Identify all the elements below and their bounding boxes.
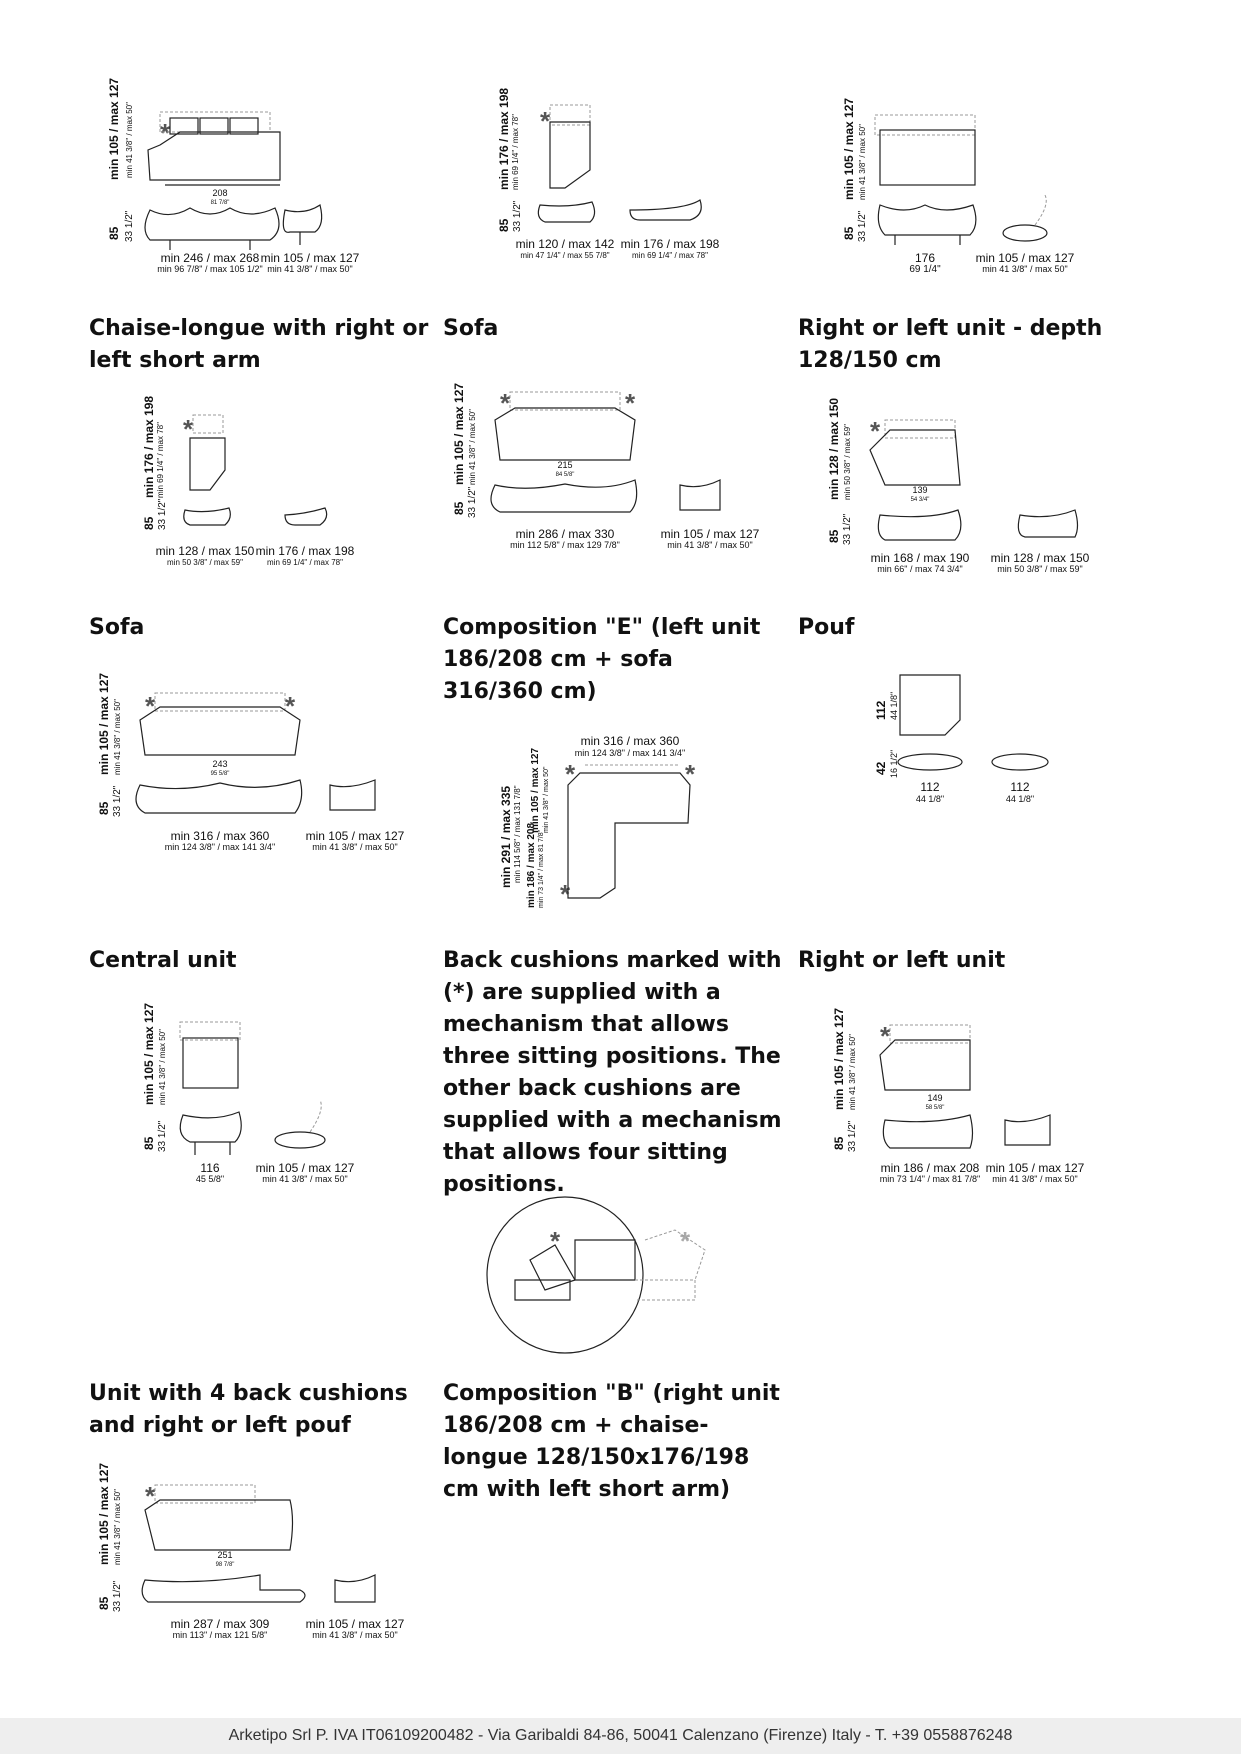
title-right-left-unit: Right or left unit <box>798 948 1006 973</box>
svg-text:min 41 3/8" / max 50": min 41 3/8" / max 50" <box>262 1174 348 1184</box>
svg-text:33 1/2": 33 1/2" <box>847 1120 858 1152</box>
svg-text:85: 85 <box>842 226 856 240</box>
svg-text:*: * <box>560 879 571 909</box>
svg-text:112: 112 <box>1010 780 1030 794</box>
svg-text:*: * <box>145 691 156 721</box>
svg-text:*: * <box>880 1021 891 1051</box>
svg-text:min 124 3/8" / max 141 3/4": min 124 3/8" / max 141 3/4" <box>164 842 276 852</box>
svg-text:33 1/2": 33 1/2" <box>857 210 868 242</box>
svg-text:112: 112 <box>874 700 888 720</box>
svg-text:*: * <box>160 118 171 148</box>
svg-text:85: 85 <box>97 1596 111 1610</box>
svg-text:139: 139 <box>912 485 928 495</box>
svg-text:208: 208 <box>212 188 228 198</box>
svg-text:min 66" / max 74 3/4": min 66" / max 74 3/4" <box>877 564 963 574</box>
svg-text:116: 116 <box>200 1161 220 1175</box>
svg-text:min 287 / max 309: min 287 / max 309 <box>170 1617 270 1631</box>
svg-text:16 1/2": 16 1/2" <box>889 749 899 778</box>
svg-text:*: * <box>625 388 636 418</box>
svg-text:33 1/2": 33 1/2" <box>512 200 523 232</box>
svg-text:min 176 / max 198: min 176 / max 198 <box>142 395 156 498</box>
svg-text:min 105 / max 127: min 105 / max 127 <box>97 672 111 775</box>
svg-text:min 41 3/8" / max 50": min 41 3/8" / max 50" <box>267 264 353 274</box>
svg-text:149: 149 <box>927 1093 943 1103</box>
title-composition-e: Composition "E" (left unit 186/208 cm + sofa 316/360 cm) <box>443 615 761 704</box>
svg-text:min 105 / max 127: min 105 / max 127 <box>452 382 466 485</box>
svg-text:85: 85 <box>142 1136 156 1150</box>
title-unit-depth: Right or left unit - depth 128/150 cm <box>798 316 1103 373</box>
svg-text:min 41 3/8" / max 50": min 41 3/8" / max 50" <box>543 766 550 833</box>
svg-text:*: * <box>285 691 296 721</box>
svg-text:44 1/8": 44 1/8" <box>915 794 945 804</box>
svg-text:33 1/2": 33 1/2" <box>124 210 135 242</box>
svg-text:min 73 1/4" / max 81 7/8": min 73 1/4" / max 81 7/8" <box>538 829 545 908</box>
svg-text:min 114 5/8" / max 131 7/8": min 114 5/8" / max 131 7/8" <box>513 785 522 883</box>
svg-text:min 69 1/4" / max 78": min 69 1/4" / max 78" <box>156 422 165 498</box>
svg-text:min 176 / max 198: min 176 / max 198 <box>255 544 355 558</box>
drawing-pouf <box>870 660 1070 820</box>
svg-text:min 41 3/8" / max 50": min 41 3/8" / max 50" <box>312 842 398 852</box>
svg-text:min 186 / max 208: min 186 / max 208 <box>880 1161 980 1175</box>
svg-text:min 316 / max 360: min 316 / max 360 <box>170 829 270 843</box>
svg-text:44 1/8": 44 1/8" <box>1005 794 1035 804</box>
svg-text:min 186 / max 208: min 186 / max 208 <box>526 822 537 908</box>
svg-text:69 1/4": 69 1/4" <box>909 264 941 275</box>
svg-text:min 41 3/8" / max 50": min 41 3/8" / max 50" <box>667 540 753 550</box>
svg-text:min 120 / max 142: min 120 / max 142 <box>515 237 615 251</box>
svg-text:85: 85 <box>97 801 111 815</box>
svg-text:min 50 3/8" / max 59": min 50 3/8" / max 59" <box>843 424 852 500</box>
svg-text:min 41 3/8" / max 50": min 41 3/8" / max 50" <box>125 102 134 178</box>
drawing-sofa-1 <box>497 87 740 270</box>
svg-text:min 176 / max 198: min 176 / max 198 <box>497 87 511 190</box>
svg-text:min 105 / max 127: min 105 / max 127 <box>832 1007 846 1110</box>
svg-text:min 128 / max 150: min 128 / max 150 <box>827 397 841 500</box>
svg-text:84 5/8": 84 5/8" <box>555 472 575 478</box>
drawing-right-left-unit <box>832 1007 1105 1190</box>
svg-text:min 124 3/8" / max 141 3/4": min 124 3/8" / max 141 3/4" <box>574 748 686 758</box>
svg-text:min 105 / max 127: min 105 / max 127 <box>97 1462 111 1565</box>
svg-text:44 1/8": 44 1/8" <box>889 691 899 720</box>
title-chaise-short-arm: Chaise-longue with right or left short arm <box>89 316 429 373</box>
svg-text:min 286 / max 330: min 286 / max 330 <box>515 527 615 541</box>
svg-text:min 96 7/8" / max 105 1/2": min 96 7/8" / max 105 1/2" <box>157 264 263 274</box>
svg-text:33 1/2": 33 1/2" <box>842 513 853 545</box>
svg-text:*: * <box>500 388 511 418</box>
svg-text:215: 215 <box>557 460 573 470</box>
svg-text:min 105 / max 127: min 105 / max 127 <box>107 77 121 180</box>
svg-text:min 246 / max 268: min 246 / max 268 <box>160 251 260 265</box>
svg-text:*: * <box>183 414 194 444</box>
drawing-sofa-2 <box>97 672 430 855</box>
svg-text:45 5/8": 45 5/8" <box>195 1174 225 1184</box>
title-sofa-2: Sofa <box>89 615 145 640</box>
svg-text:112: 112 <box>920 780 940 794</box>
svg-text:33 1/2": 33 1/2" <box>112 1580 123 1612</box>
svg-text:42: 42 <box>874 761 888 775</box>
svg-text:min 112 5/8" / max 129 7/8": min 112 5/8" / max 129 7/8" <box>510 540 620 550</box>
svg-text:min 176 / max 198: min 176 / max 198 <box>620 237 720 251</box>
title-composition-b: Composition "B" (right unit 186/208 cm + chaise-longue 128/150x176/198 cm with left short arm) <box>443 1381 780 1502</box>
svg-text:*: * <box>870 416 881 446</box>
svg-text:min 105 / max 127: min 105 / max 127 <box>260 251 360 265</box>
svg-text:*: * <box>680 1226 691 1256</box>
drawing-right-left-unit-depth <box>827 397 1100 585</box>
svg-text:min 105 / max 127: min 105 / max 127 <box>530 747 541 833</box>
drawing-sofa-composition <box>452 380 785 560</box>
svg-text:min 128 / max 150: min 128 / max 150 <box>155 544 255 558</box>
svg-text:95 5/8": 95 5/8" <box>210 771 230 777</box>
drawing-unit-depth <box>842 97 1085 280</box>
drawing-chaise-short-arm <box>107 77 410 280</box>
svg-text:min 113" / max 121 5/8": min 113" / max 121 5/8" <box>172 1630 268 1640</box>
svg-text:*: * <box>565 759 576 789</box>
title-unit-4-cushions: Unit with 4 back cushions and right or left pouf <box>89 1381 408 1438</box>
drawing-cushion-detail <box>485 1190 745 1360</box>
svg-text:33 1/2": 33 1/2" <box>157 1120 168 1152</box>
svg-text:min 105 / max 127: min 105 / max 127 <box>660 527 760 541</box>
svg-text:min 41 3/8" / max 50": min 41 3/8" / max 50" <box>113 1489 122 1565</box>
svg-text:*: * <box>550 1226 561 1256</box>
svg-text:85: 85 <box>827 529 841 543</box>
footer <box>0 1718 1241 1754</box>
svg-text:min 41 3/8" / max 50": min 41 3/8" / max 50" <box>982 264 1068 274</box>
svg-text:min 105 / max 127: min 105 / max 127 <box>142 1002 156 1105</box>
svg-text:54 3/4": 54 3/4" <box>910 497 930 503</box>
svg-text:*: * <box>685 759 696 789</box>
svg-text:min 50 3/8" / max 59": min 50 3/8" / max 59" <box>997 564 1083 574</box>
svg-text:min 105 / max 127: min 105 / max 127 <box>305 829 405 843</box>
svg-text:min 105 / max 127: min 105 / max 127 <box>842 97 856 200</box>
svg-text:58 5/8": 58 5/8" <box>925 1105 945 1111</box>
svg-text:min 69 1/4" / max 78": min 69 1/4" / max 78" <box>632 251 708 260</box>
svg-text:min 41 3/8" / max 50": min 41 3/8" / max 50" <box>992 1174 1078 1184</box>
svg-text:85: 85 <box>497 218 511 232</box>
svg-text:243: 243 <box>212 759 228 769</box>
svg-text:min 50 3/8" / max 59": min 50 3/8" / max 59" <box>167 558 243 567</box>
svg-text:min 105 / max 127: min 105 / max 127 <box>975 251 1075 265</box>
svg-text:min 168 / max 190: min 168 / max 190 <box>870 551 970 565</box>
svg-text:*: * <box>540 106 551 136</box>
svg-text:min 316 / max 360: min 316 / max 360 <box>580 734 680 748</box>
svg-text:33 1/2": 33 1/2" <box>157 498 168 530</box>
svg-text:98 7/8": 98 7/8" <box>215 1562 235 1568</box>
title-central-unit: Central unit <box>89 948 237 973</box>
svg-text:min 41 3/8" / max 50": min 41 3/8" / max 50" <box>312 1630 398 1640</box>
svg-text:81 7/8": 81 7/8" <box>210 200 230 206</box>
cushion-note: Back cushions marked with (*) are supplied with a mechanism that allows three sitting positions. The other back cushions are supplied with a mechanism that allows four sitting positions. <box>443 948 782 1197</box>
svg-text:251: 251 <box>217 1550 233 1560</box>
svg-text:min 41 3/8" / max 50": min 41 3/8" / max 50" <box>113 699 122 775</box>
svg-text:85: 85 <box>832 1136 846 1150</box>
svg-text:176: 176 <box>914 251 936 265</box>
svg-text:min 69 1/4" / max 78": min 69 1/4" / max 78" <box>511 114 520 190</box>
svg-text:min 105 / max 127: min 105 / max 127 <box>255 1161 355 1175</box>
drawing-central-unit <box>142 1002 385 1190</box>
title-sofa-1: Sofa <box>443 316 499 341</box>
svg-text:min 73 1/4" / max 81 7/8": min 73 1/4" / max 81 7/8" <box>879 1174 981 1184</box>
title-pouf: Pouf <box>798 615 855 640</box>
svg-text:min 128 / max 150: min 128 / max 150 <box>990 551 1090 565</box>
footer-company-info: Arketipo Srl P. IVA IT06109200482 - Via Garibaldi 84-86, 50041 Calenzano (Firenze) Italy - T. +39 0558876248 <box>228 1727 1013 1744</box>
svg-text:min 41 3/8" / max 50": min 41 3/8" / max 50" <box>468 409 477 485</box>
svg-text:min 47 1/4" / max 55 7/8": min 47 1/4" / max 55 7/8" <box>520 251 610 260</box>
svg-text:33 1/2": 33 1/2" <box>112 785 123 817</box>
svg-text:*: * <box>145 1481 156 1511</box>
svg-text:85: 85 <box>142 516 156 530</box>
svg-text:min 69 1/4" / max 78": min 69 1/4" / max 78" <box>267 558 343 567</box>
drawing-chaise-2 <box>142 395 385 580</box>
svg-text:85: 85 <box>107 226 121 240</box>
svg-text:85: 85 <box>452 501 466 515</box>
svg-text:min 105 / max 127: min 105 / max 127 <box>985 1161 1085 1175</box>
svg-text:min 291 / max 335: min 291 / max 335 <box>499 785 513 888</box>
svg-text:min 105 / max 127: min 105 / max 127 <box>305 1617 405 1631</box>
svg-text:33 1/2": 33 1/2" <box>467 486 478 518</box>
svg-text:min 41 3/8" / max 50": min 41 3/8" / max 50" <box>858 124 867 200</box>
svg-text:min 41 3/8" / max 50": min 41 3/8" / max 50" <box>848 1034 857 1110</box>
drawing-unit-4-cushions <box>97 1462 420 1650</box>
svg-text:min 41 3/8" / max 50": min 41 3/8" / max 50" <box>158 1029 167 1105</box>
drawing-composition-e <box>490 733 730 913</box>
